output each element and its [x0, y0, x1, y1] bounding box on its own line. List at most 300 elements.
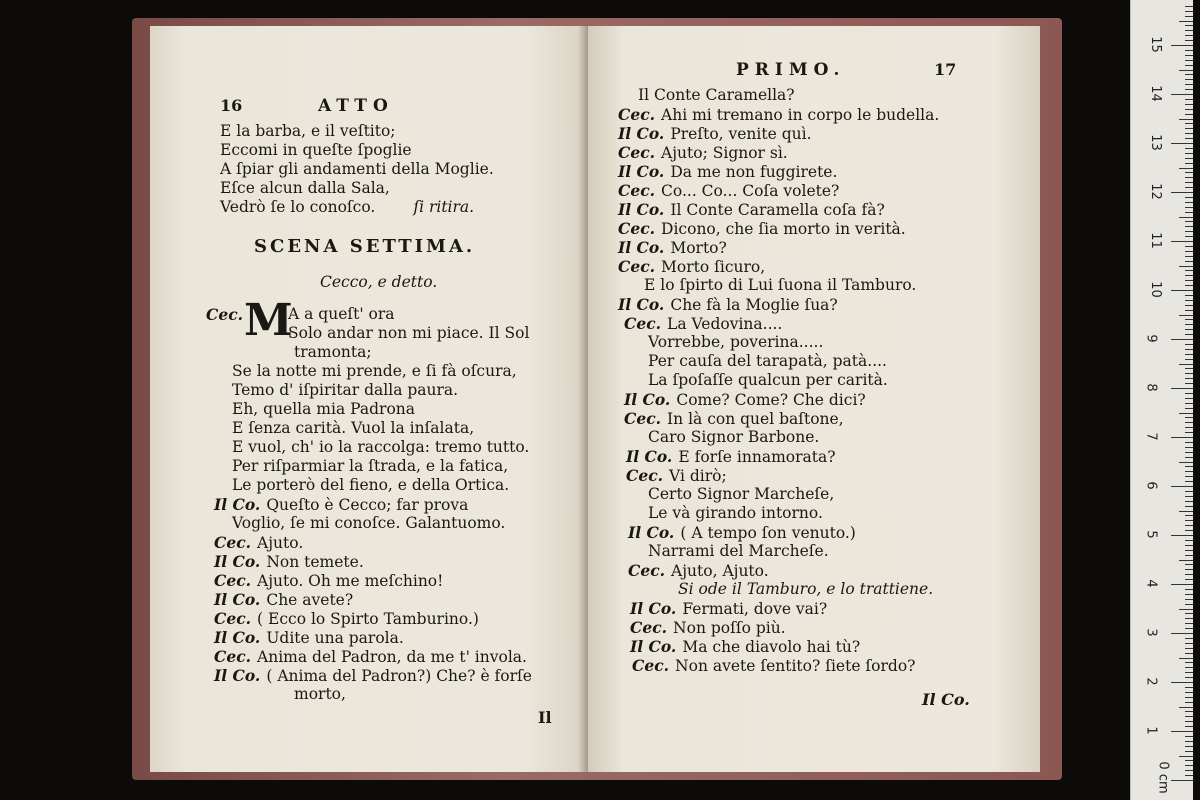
- verse-text: Se la notte mi prende, e ſi fà oſcura,: [232, 362, 517, 380]
- verse-text: Ajuto.: [257, 534, 304, 552]
- verse-line: [630, 637, 939, 656]
- verse-text: E la barba, e il veſtito;: [220, 122, 396, 140]
- ruler-tick: [1185, 349, 1193, 350]
- verse-line: [214, 628, 532, 647]
- ruler-tick: [1185, 417, 1193, 418]
- speaker-label: Cec.: [618, 105, 656, 124]
- ruler-tick: [1185, 393, 1193, 394]
- ruler-tick: [1185, 50, 1193, 51]
- verse-line: [232, 419, 532, 438]
- verse-text: Che avete?: [266, 591, 354, 609]
- left-catchword: Il: [538, 708, 552, 727]
- verse-line: [618, 124, 939, 143]
- ruler-tick: [1179, 462, 1193, 463]
- ruler-tick: [1185, 202, 1193, 203]
- ruler-tick: [1185, 550, 1193, 551]
- left-page-text: [206, 122, 532, 704]
- verse-line: [630, 599, 939, 618]
- ruler-tick: [1171, 45, 1193, 46]
- verse-text: Ajuto; Signor sì.: [661, 144, 788, 162]
- ruler-tick: [1185, 403, 1193, 404]
- ruler-tick: [1185, 648, 1193, 649]
- verse-text: ( Ecco lo Spirto Tamburino.): [257, 610, 479, 628]
- ruler-number: 5: [1143, 530, 1159, 539]
- ruler-tick: [1179, 756, 1193, 757]
- ruler-tick: [1185, 359, 1193, 360]
- verse-text: Caro Signor Barbone.: [648, 428, 820, 446]
- ruler-tick: [1185, 354, 1193, 355]
- ruler-tick: [1185, 452, 1193, 453]
- ruler-tick: [1185, 25, 1193, 26]
- ruler-tick: [1179, 70, 1193, 71]
- ruler-tick: [1185, 574, 1193, 575]
- ruler-tick: [1185, 457, 1193, 458]
- ruler-tick: [1185, 716, 1193, 717]
- verse-line: [618, 105, 939, 124]
- verse-line: [220, 141, 532, 160]
- ruler-tick: [1185, 270, 1193, 271]
- ruler-unit-label: 0 cm: [1155, 761, 1171, 794]
- verse-line: [220, 160, 532, 179]
- ruler-tick: [1185, 692, 1193, 693]
- verse-text: In là con quel baſtone,: [667, 410, 844, 428]
- ruler-tick: [1179, 560, 1193, 561]
- speaker-label: Il Co.: [618, 295, 665, 314]
- ruler-tick: [1171, 94, 1193, 95]
- verse-line: [632, 656, 939, 675]
- speaker-label: Il Co.: [214, 628, 261, 647]
- ruler-tick: [1185, 133, 1193, 134]
- ruler-number: 15: [1147, 36, 1163, 53]
- ruler-tick: [1179, 413, 1193, 414]
- speaker-label: Il Co.: [624, 390, 671, 409]
- scene-subtitle: Cecco, e detto.: [320, 273, 438, 291]
- ruler-tick: [1185, 579, 1193, 580]
- ruler-tick: [1171, 486, 1193, 487]
- verse-text: Preſto, venite quì.: [670, 125, 812, 143]
- speaker-label: Il Co.: [630, 599, 677, 618]
- ruler-tick: [1185, 295, 1193, 296]
- ruler-tick: [1179, 266, 1193, 267]
- verse-text: A a queſt' ora: [288, 305, 395, 323]
- speaker-label: Cec.: [626, 466, 664, 485]
- ruler-tick: [1185, 138, 1193, 139]
- verse-line: [626, 466, 939, 485]
- ruler-tick: [1185, 373, 1193, 374]
- verse-line: [214, 495, 532, 514]
- ruler-tick: [1185, 226, 1193, 227]
- verse-text: E ſenza carità. Vuol la inſalata,: [232, 419, 475, 437]
- verse-line: [294, 343, 532, 362]
- verse-line: [214, 609, 532, 628]
- verse-line: [618, 238, 939, 257]
- verse-text: Le và girando intorno.: [648, 504, 823, 522]
- verse-text: Udite una parola.: [266, 629, 404, 647]
- speaker-label: Cec.: [214, 571, 252, 590]
- ruler-tick: [1185, 182, 1193, 183]
- ruler-tick: [1185, 741, 1193, 742]
- ruler-tick: [1185, 378, 1193, 379]
- ruler-tick: [1185, 221, 1193, 222]
- speaker-label: Cec.: [618, 143, 656, 162]
- verse-line: [294, 685, 532, 704]
- ruler-tick: [1185, 751, 1193, 752]
- verse-text: Dicono, che ſia morto in verità.: [661, 220, 906, 238]
- ruler-tick: [1185, 667, 1193, 668]
- right-page-header: PRIMO.: [736, 60, 846, 80]
- ruler-tick: [1185, 261, 1193, 262]
- speaker-label: Il Co.: [214, 552, 261, 571]
- verse-line: [644, 276, 939, 295]
- speaker-label: Cec.: [214, 647, 252, 666]
- speaker-label: Cec.: [618, 257, 656, 276]
- ruler-tick: [1185, 398, 1193, 399]
- verse-line: [214, 647, 532, 666]
- ruler-tick: [1185, 153, 1193, 154]
- ruler-tick: [1185, 30, 1193, 31]
- verse-text: Anima del Padron, da me t' invola.: [257, 648, 527, 666]
- stage-direction: ſi ritira.: [413, 198, 475, 216]
- speaker-label: Il Co.: [618, 200, 665, 219]
- ruler-tick: [1185, 236, 1193, 237]
- ruler-tick: [1185, 172, 1193, 173]
- verse-line: [624, 409, 939, 428]
- ruler-tick: [1185, 638, 1193, 639]
- verse-line: [628, 523, 939, 542]
- ruler-tick: [1185, 329, 1193, 330]
- ruler-number: 10: [1147, 281, 1163, 298]
- ruler-tick: [1185, 515, 1193, 516]
- ruler-tick: [1179, 315, 1193, 316]
- ruler-tick: [1179, 511, 1193, 512]
- ruler-tick: [1179, 217, 1193, 218]
- dropcap-block: [206, 295, 532, 346]
- ruler-tick: [1185, 770, 1193, 771]
- ruler-tick: [1185, 471, 1193, 472]
- ruler-tick: [1185, 256, 1193, 257]
- verse-text: Co... Co... Coſa volete?: [661, 182, 840, 200]
- verse-line: [232, 438, 532, 457]
- ruler-number: 14: [1147, 85, 1163, 102]
- ruler-tick: [1185, 334, 1193, 335]
- ruler-tick: [1185, 746, 1193, 747]
- verse-line: [648, 542, 939, 561]
- ruler-tick: [1185, 491, 1193, 492]
- verse-line: [648, 352, 939, 371]
- verse-text: Eh, quella mia Padrona: [232, 400, 415, 418]
- ruler-tick: [1185, 300, 1193, 301]
- right-page-number: 17: [934, 60, 957, 79]
- ruler-tick: [1185, 628, 1193, 629]
- ruler-tick: [1185, 702, 1193, 703]
- ruler-tick: [1179, 658, 1193, 659]
- ruler-tick: [1185, 148, 1193, 149]
- ruler-tick: [1185, 476, 1193, 477]
- speaker-label: Cec.: [214, 533, 252, 552]
- ruler-tick: [1185, 569, 1193, 570]
- ruler-tick: [1185, 427, 1193, 428]
- right-page: [588, 26, 1040, 772]
- verse-line: [638, 86, 939, 105]
- ruler-tick: [1185, 662, 1193, 663]
- ruler-number: 8: [1143, 383, 1159, 392]
- ruler-tick: [1185, 466, 1193, 467]
- speaker-label: Cec.: [632, 656, 670, 675]
- speaker-label: Cec.: [624, 409, 662, 428]
- ruler-tick: [1185, 422, 1193, 423]
- ruler-tick: [1185, 74, 1193, 75]
- ruler-tick: [1185, 672, 1193, 673]
- ruler-tick: [1185, 540, 1193, 541]
- ruler-tick: [1185, 653, 1193, 654]
- speaker-label: Il Co.: [618, 238, 665, 257]
- ruler-tick: [1185, 11, 1193, 12]
- verse-line: [618, 257, 939, 276]
- speaker-label: Il Co.: [630, 637, 677, 656]
- speaker-label: Il Co.: [626, 447, 673, 466]
- ruler-tick: [1185, 79, 1193, 80]
- speaker-label: Cec.: [628, 561, 666, 580]
- ruler-number: 1: [1143, 726, 1159, 735]
- verse-line: [214, 590, 532, 609]
- verse-line: [618, 143, 939, 162]
- verse-text: Certo Signor Marcheſe,: [648, 485, 835, 503]
- ruler-tick: [1171, 437, 1193, 438]
- ruler-tick: [1171, 192, 1193, 193]
- ruler-tick: [1185, 368, 1193, 369]
- ruler-tick: [1185, 442, 1193, 443]
- verse-line: [232, 476, 532, 495]
- ruler-tick: [1185, 84, 1193, 85]
- ruler-number: 3: [1143, 628, 1159, 637]
- ruler-tick: [1185, 158, 1193, 159]
- ruler-number: 12: [1147, 183, 1163, 200]
- measurement-ruler: [1130, 0, 1193, 800]
- verse-text: Ahi mi tremano in corpo le budella.: [661, 106, 940, 124]
- ruler-tick: [1171, 143, 1193, 144]
- ruler-tick: [1185, 520, 1193, 521]
- left-page: [150, 26, 590, 772]
- ruler-tick: [1185, 324, 1193, 325]
- ruler-tick: [1185, 697, 1193, 698]
- ruler-tick: [1185, 530, 1193, 531]
- speaker-label: Cec.: [624, 314, 662, 333]
- verse-text: Che fà la Moglie ſua?: [670, 296, 838, 314]
- ruler-tick: [1179, 707, 1193, 708]
- ruler-number: 7: [1143, 432, 1159, 441]
- verse-line: [232, 457, 532, 476]
- ruler-tick: [1185, 589, 1193, 590]
- ruler-tick: [1185, 711, 1193, 712]
- ruler-tick: [1185, 319, 1193, 320]
- ruler-tick: [1185, 643, 1193, 644]
- ruler-tick: [1185, 40, 1193, 41]
- verse-line: [232, 362, 532, 381]
- verse-line: [618, 181, 939, 200]
- speaker-label: Cec.: [618, 219, 656, 238]
- ruler-number: 4: [1143, 579, 1159, 588]
- ruler-tick: [1185, 613, 1193, 614]
- verse-line: [624, 390, 939, 409]
- ruler-tick: [1185, 285, 1193, 286]
- ruler-tick: [1185, 207, 1193, 208]
- verse-text: ( A tempo ſon venuto.): [680, 524, 856, 542]
- ruler-tick: [1185, 564, 1193, 565]
- ruler-tick: [1185, 163, 1193, 164]
- ruler-tick: [1185, 246, 1193, 247]
- ruler-tick: [1185, 525, 1193, 526]
- speaker-label: Cec.: [214, 609, 252, 628]
- ruler-tick: [1179, 609, 1193, 610]
- ruler-tick: [1185, 16, 1193, 17]
- verse-line: [220, 198, 532, 217]
- verse-text: Per cauſa del tarapatà, patà....: [648, 352, 887, 370]
- ruler-tick: [1171, 584, 1193, 585]
- verse-text: Vedrò ſe lo conoſco.: [220, 198, 376, 216]
- ruler-tick: [1171, 241, 1193, 242]
- ruler-tick: [1185, 623, 1193, 624]
- dropcap-letter: M: [244, 295, 293, 346]
- ruler-tick: [1185, 55, 1193, 56]
- ruler-tick: [1185, 89, 1193, 90]
- ruler-tick: [1185, 114, 1193, 115]
- ruler-tick: [1185, 721, 1193, 722]
- speaker-label: Il Co.: [214, 666, 261, 685]
- ruler-tick: [1185, 545, 1193, 546]
- speaker-label: Il Co.: [214, 590, 261, 609]
- ruler-tick: [1185, 305, 1193, 306]
- verse-text: Vi dirò;: [669, 467, 727, 485]
- ruler-tick: [1185, 251, 1193, 252]
- ruler-tick: [1185, 408, 1193, 409]
- verse-text: E vuol, ch' io la raccolga: tremo tutto.: [232, 438, 530, 456]
- ruler-tick: [1185, 555, 1193, 556]
- ruler-number: 2: [1143, 677, 1159, 686]
- verse-text: Temo d' iſpiritar dalla paura.: [232, 381, 459, 399]
- verse-line: [648, 485, 939, 504]
- ruler-tick: [1185, 687, 1193, 688]
- ruler-tick: [1185, 177, 1193, 178]
- verse-line: [648, 371, 939, 390]
- verse-text: Non poſſo più.: [673, 619, 786, 637]
- verse-line: [214, 666, 532, 685]
- verse-text: A ſpiar gli andamenti della Moglie.: [220, 160, 494, 178]
- verse-text: Non temete.: [266, 553, 364, 571]
- ruler-tick: [1185, 35, 1193, 36]
- ruler-tick: [1185, 618, 1193, 619]
- ruler-tick: [1171, 535, 1193, 536]
- ruler-tick: [1179, 21, 1193, 22]
- ruler-tick: [1185, 99, 1193, 100]
- ruler-tick: [1185, 212, 1193, 213]
- ruler-tick: [1185, 481, 1193, 482]
- ruler-tick: [1185, 128, 1193, 129]
- ruler-number: 9: [1143, 334, 1159, 343]
- ruler-tick: [1185, 594, 1193, 595]
- verse-text: Da me non fuggirete.: [670, 163, 838, 181]
- verse-line: [648, 428, 939, 447]
- verse-line: [214, 552, 532, 571]
- ruler-tick: [1185, 104, 1193, 105]
- speaker-label: Cec.: [618, 181, 656, 200]
- verse-line: [618, 219, 939, 238]
- verse-line: [618, 200, 939, 219]
- stage-direction: Si ode il Tamburo, e lo trattiene.: [678, 580, 934, 598]
- ruler-tick: [1171, 290, 1193, 291]
- verse-text: Eccomi in queſte ſpoglie: [220, 141, 412, 159]
- verse-text: Narrami del Marcheſe.: [648, 542, 829, 560]
- verse-text: E forſe innamorata?: [678, 448, 836, 466]
- verse-line: [214, 571, 532, 590]
- ruler-tick: [1185, 736, 1193, 737]
- ruler-tick: [1185, 726, 1193, 727]
- ruler-tick: [1185, 60, 1193, 61]
- speaker-label: Cec.: [630, 618, 668, 637]
- verse-text: ( Anima del Padron?) Che? è forſe: [266, 667, 532, 685]
- ruler-tick: [1179, 168, 1193, 169]
- verse-text: Le porterò del fieno, e della Ortica.: [232, 476, 510, 494]
- ruler-tick: [1185, 231, 1193, 232]
- ruler-tick: [1185, 765, 1193, 766]
- verse-line: [618, 162, 939, 181]
- ruler-tick: [1185, 677, 1193, 678]
- verse-line: [648, 333, 939, 352]
- ruler-number: 11: [1147, 232, 1163, 249]
- ruler-tick: [1185, 344, 1193, 345]
- right-catchword: Il Co.: [922, 690, 970, 709]
- left-page-header: ATTO: [318, 96, 394, 116]
- ruler-tick: [1185, 760, 1193, 761]
- ruler-tick: [1185, 123, 1193, 124]
- speaker-label: Il Co.: [628, 523, 675, 542]
- verse-line: [618, 295, 939, 314]
- verse-text: Eſce alcun dalla Sala,: [220, 179, 390, 197]
- ruler-tick: [1185, 275, 1193, 276]
- speaker-label: Il Co.: [618, 124, 665, 143]
- speaker-label: Il Co.: [618, 162, 665, 181]
- speaker-label: Il Co.: [214, 495, 261, 514]
- verse-line: [220, 179, 532, 198]
- verse-line: [678, 580, 939, 599]
- ruler-number: 6: [1143, 481, 1159, 490]
- verse-text: Come? Come? Che dici?: [676, 391, 866, 409]
- ruler-tick: [1171, 780, 1193, 781]
- verse-line: [232, 381, 532, 400]
- ruler-tick: [1185, 496, 1193, 497]
- verse-text: Il Conte Caramella coſa fà?: [670, 201, 885, 219]
- verse-text: Queſto è Cecco; far prova: [266, 496, 469, 514]
- ruler-tick: [1185, 383, 1193, 384]
- ruler-tick: [1185, 447, 1193, 448]
- ruler-tick: [1185, 65, 1193, 66]
- ruler-tick: [1185, 6, 1193, 7]
- verse-line: [648, 504, 939, 523]
- scene-title: SCENA SETTIMA.: [254, 236, 476, 257]
- verse-text: Non avete ſentito? ſiete ſordo?: [675, 657, 916, 675]
- ruler-tick: [1185, 775, 1193, 776]
- verse-text: Fermati, dove vai?: [682, 600, 828, 618]
- verse-text: Il Conte Caramella?: [638, 86, 795, 104]
- ruler-tick: [1185, 187, 1193, 188]
- verse-text: Ajuto. Oh me meſchino!: [257, 572, 444, 590]
- ruler-tick: [1185, 280, 1193, 281]
- ruler-tick: [1185, 432, 1193, 433]
- ruler-tick: [1179, 119, 1193, 120]
- verse-text: La Vedovina....: [667, 315, 783, 333]
- verse-text: Ma che diavolo hai tù?: [682, 638, 861, 656]
- verse-line: [626, 447, 939, 466]
- verse-text: tramonta;: [294, 343, 372, 361]
